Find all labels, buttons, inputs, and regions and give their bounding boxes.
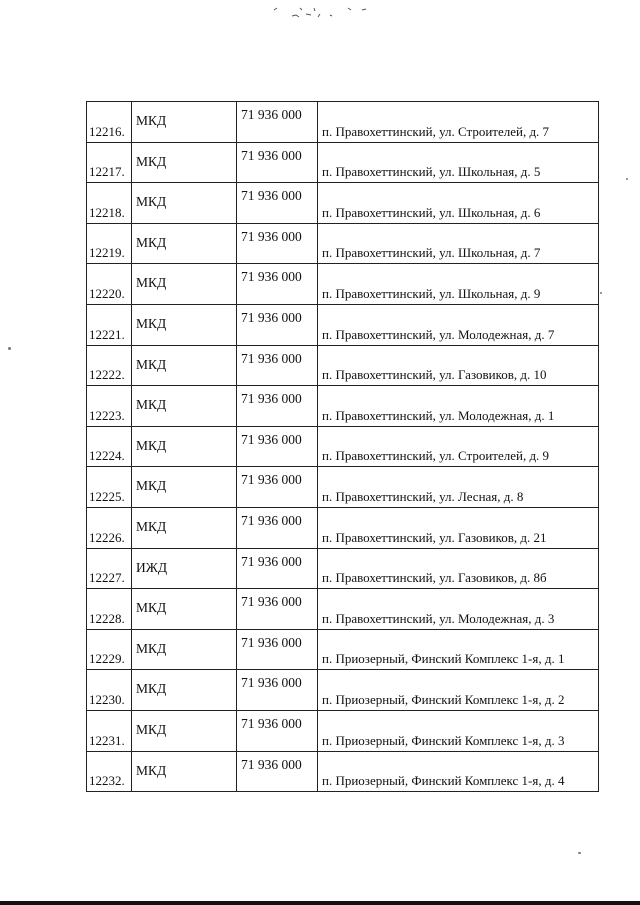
- address: п. Правохеттинский, ул. Строителей, д. 7: [322, 123, 550, 139]
- address-cell: [318, 142, 599, 183]
- housing-type-cell: [132, 548, 237, 589]
- oktmo-code-cell: [237, 710, 318, 751]
- housing-registry-table: [86, 101, 599, 792]
- oktmo-code-cell: [237, 223, 318, 264]
- row-number-cell: [87, 426, 132, 467]
- row-number: 12226.: [89, 529, 125, 545]
- scan-speck: [600, 292, 602, 294]
- table-row: [87, 629, 599, 670]
- housing-type-cell: [132, 751, 237, 792]
- housing-type-cell: [132, 264, 237, 305]
- oktmo-code-cell: [237, 751, 318, 792]
- oktmo-code: 71 936 000: [241, 553, 302, 569]
- row-number-cell: [87, 345, 132, 386]
- address-cell: [318, 629, 599, 670]
- row-number-cell: [87, 670, 132, 711]
- address-cell: [318, 589, 599, 630]
- housing-type: МКД: [136, 518, 167, 534]
- oktmo-code-cell: [237, 629, 318, 670]
- housing-type: МКД: [136, 762, 167, 778]
- address: п. Правохеттинский, ул. Школьная, д. 5: [322, 164, 541, 180]
- row-number: 12232.: [89, 773, 125, 789]
- row-number: 12221.: [89, 326, 125, 342]
- table-row: [87, 102, 599, 143]
- oktmo-code-cell: [237, 142, 318, 183]
- housing-type: МКД: [136, 640, 167, 656]
- row-number: 12224.: [89, 448, 125, 464]
- table-row: [87, 710, 599, 751]
- address: п. Правохеттинский, ул. Школьная, д. 7: [322, 245, 541, 261]
- housing-type-cell: [132, 183, 237, 224]
- oktmo-code: 71 936 000: [241, 715, 302, 731]
- row-number: 12216.: [89, 123, 125, 139]
- oktmo-code: 71 936 000: [241, 431, 302, 447]
- row-number-cell: [87, 467, 132, 508]
- row-number-cell: [87, 507, 132, 548]
- address: п. Приозерный, Финский Комплекс 1-я, д. 2: [322, 691, 565, 707]
- housing-type: МКД: [136, 153, 167, 169]
- oktmo-code: 71 936 000: [241, 188, 302, 204]
- table-row: [87, 223, 599, 264]
- oktmo-code-cell: [237, 467, 318, 508]
- registry-rows: [87, 102, 599, 792]
- row-number: 12228.: [89, 610, 125, 626]
- row-number: 12223.: [89, 407, 125, 423]
- housing-type: МКД: [136, 356, 167, 372]
- housing-type: МКД: [136, 437, 167, 453]
- address: п. Правохеттинский, ул. Газовиков, д. 21: [322, 529, 547, 545]
- address: п. Правохеттинский, ул. Молодежная, д. 3: [322, 610, 555, 626]
- housing-type-cell: [132, 304, 237, 345]
- row-number: 12219.: [89, 245, 125, 261]
- row-number: 12231.: [89, 732, 125, 748]
- oktmo-code: 71 936 000: [241, 634, 302, 650]
- row-number-cell: [87, 589, 132, 630]
- oktmo-code-cell: [237, 264, 318, 305]
- oktmo-code: 71 936 000: [241, 309, 302, 325]
- scan-artifact-marks: [270, 2, 380, 24]
- row-number-cell: [87, 183, 132, 224]
- row-number-cell: [87, 710, 132, 751]
- oktmo-code-cell: [237, 426, 318, 467]
- table-row: [87, 304, 599, 345]
- housing-type: МКД: [136, 681, 167, 697]
- housing-type-cell: [132, 670, 237, 711]
- table-row: [87, 183, 599, 224]
- row-number-cell: [87, 102, 132, 143]
- table-row: [87, 467, 599, 508]
- oktmo-code: 71 936 000: [241, 228, 302, 244]
- address: п. Правохеттинский, ул. Строителей, д. 9: [322, 448, 550, 464]
- address: п. Приозерный, Финский Комплекс 1-я, д. 4: [322, 773, 565, 789]
- address-cell: [318, 507, 599, 548]
- oktmo-code-cell: [237, 548, 318, 589]
- row-number: 12230.: [89, 691, 125, 707]
- housing-type-cell: [132, 710, 237, 751]
- address: п. Правохеттинский, ул. Школьная, д. 9: [322, 285, 541, 301]
- oktmo-code-cell: [237, 304, 318, 345]
- address-cell: [318, 102, 599, 143]
- table-row: [87, 345, 599, 386]
- table-row: [87, 426, 599, 467]
- table-row: [87, 670, 599, 711]
- oktmo-code: 71 936 000: [241, 594, 302, 610]
- address-cell: [318, 345, 599, 386]
- housing-type: МКД: [136, 315, 167, 331]
- address-cell: [318, 386, 599, 427]
- oktmo-code-cell: [237, 345, 318, 386]
- row-number-cell: [87, 548, 132, 589]
- row-number-cell: [87, 386, 132, 427]
- scan-speck: [8, 347, 11, 350]
- row-number: 12218.: [89, 204, 125, 220]
- row-number-cell: [87, 629, 132, 670]
- oktmo-code-cell: [237, 102, 318, 143]
- row-number-cell: [87, 264, 132, 305]
- address-cell: [318, 548, 599, 589]
- page-bottom-edge: [0, 901, 640, 905]
- address-cell: [318, 304, 599, 345]
- oktmo-code: 71 936 000: [241, 675, 302, 691]
- oktmo-code: 71 936 000: [241, 269, 302, 285]
- oktmo-code: 71 936 000: [241, 512, 302, 528]
- housing-type-cell: [132, 426, 237, 467]
- oktmo-code: 71 936 000: [241, 472, 302, 488]
- row-number-cell: [87, 304, 132, 345]
- housing-type-cell: [132, 629, 237, 670]
- housing-type: ИЖД: [136, 559, 168, 575]
- address-cell: [318, 467, 599, 508]
- table-row: [87, 589, 599, 630]
- housing-type: МКД: [136, 600, 167, 616]
- address: п. Правохеттинский, ул. Школьная, д. 6: [322, 204, 541, 220]
- scan-speck: [578, 852, 581, 854]
- address-cell: [318, 264, 599, 305]
- housing-type: МКД: [136, 721, 167, 737]
- address: п. Правохеттинский, ул. Газовиков, д. 8б: [322, 570, 547, 586]
- housing-type: МКД: [136, 275, 167, 291]
- housing-type-cell: [132, 589, 237, 630]
- oktmo-code-cell: [237, 670, 318, 711]
- address-cell: [318, 751, 599, 792]
- housing-type-cell: [132, 386, 237, 427]
- address: п. Правохеттинский, ул. Молодежная, д. 7: [322, 326, 555, 342]
- table-row: [87, 507, 599, 548]
- housing-type: МКД: [136, 234, 167, 250]
- row-number: 12220.: [89, 285, 125, 301]
- oktmo-code: 71 936 000: [241, 147, 302, 163]
- oktmo-code-cell: [237, 386, 318, 427]
- oktmo-code-cell: [237, 507, 318, 548]
- row-number-cell: [87, 223, 132, 264]
- oktmo-code-cell: [237, 183, 318, 224]
- row-number: 12222.: [89, 367, 125, 383]
- housing-type: МКД: [136, 194, 167, 210]
- table-row: [87, 548, 599, 589]
- address: п. Приозерный, Финский Комплекс 1-я, д. 1: [322, 651, 565, 667]
- oktmo-code-cell: [237, 589, 318, 630]
- address: п. Правохеттинский, ул. Газовиков, д. 10: [322, 367, 547, 383]
- housing-type: МКД: [136, 478, 167, 494]
- address-cell: [318, 223, 599, 264]
- address-cell: [318, 183, 599, 224]
- oktmo-code: 71 936 000: [241, 350, 302, 366]
- housing-type-cell: [132, 102, 237, 143]
- address: п. Правохеттинский, ул. Молодежная, д. 1: [322, 407, 555, 423]
- address: п. Приозерный, Финский Комплекс 1-я, д. 3: [322, 732, 565, 748]
- address-cell: [318, 670, 599, 711]
- table-row: [87, 386, 599, 427]
- row-number: 12225.: [89, 488, 125, 504]
- row-number: 12229.: [89, 651, 125, 667]
- oktmo-code: 71 936 000: [241, 391, 302, 407]
- housing-type-cell: [132, 345, 237, 386]
- oktmo-code: 71 936 000: [241, 107, 302, 122]
- housing-type: МКД: [136, 113, 167, 128]
- row-number: 12227.: [89, 570, 125, 586]
- housing-type: МКД: [136, 397, 167, 413]
- oktmo-code: 71 936 000: [241, 756, 302, 772]
- table-row: [87, 142, 599, 183]
- row-number-cell: [87, 142, 132, 183]
- table-row: [87, 751, 599, 792]
- address: п. Правохеттинский, ул. Лесная, д. 8: [322, 488, 524, 504]
- row-number-cell: [87, 751, 132, 792]
- row-number: 12217.: [89, 164, 125, 180]
- table-row: [87, 264, 599, 305]
- housing-type-cell: [132, 507, 237, 548]
- housing-type-cell: [132, 223, 237, 264]
- address-cell: [318, 426, 599, 467]
- housing-type-cell: [132, 142, 237, 183]
- address-cell: [318, 710, 599, 751]
- housing-type-cell: [132, 467, 237, 508]
- scan-speck: [626, 178, 628, 180]
